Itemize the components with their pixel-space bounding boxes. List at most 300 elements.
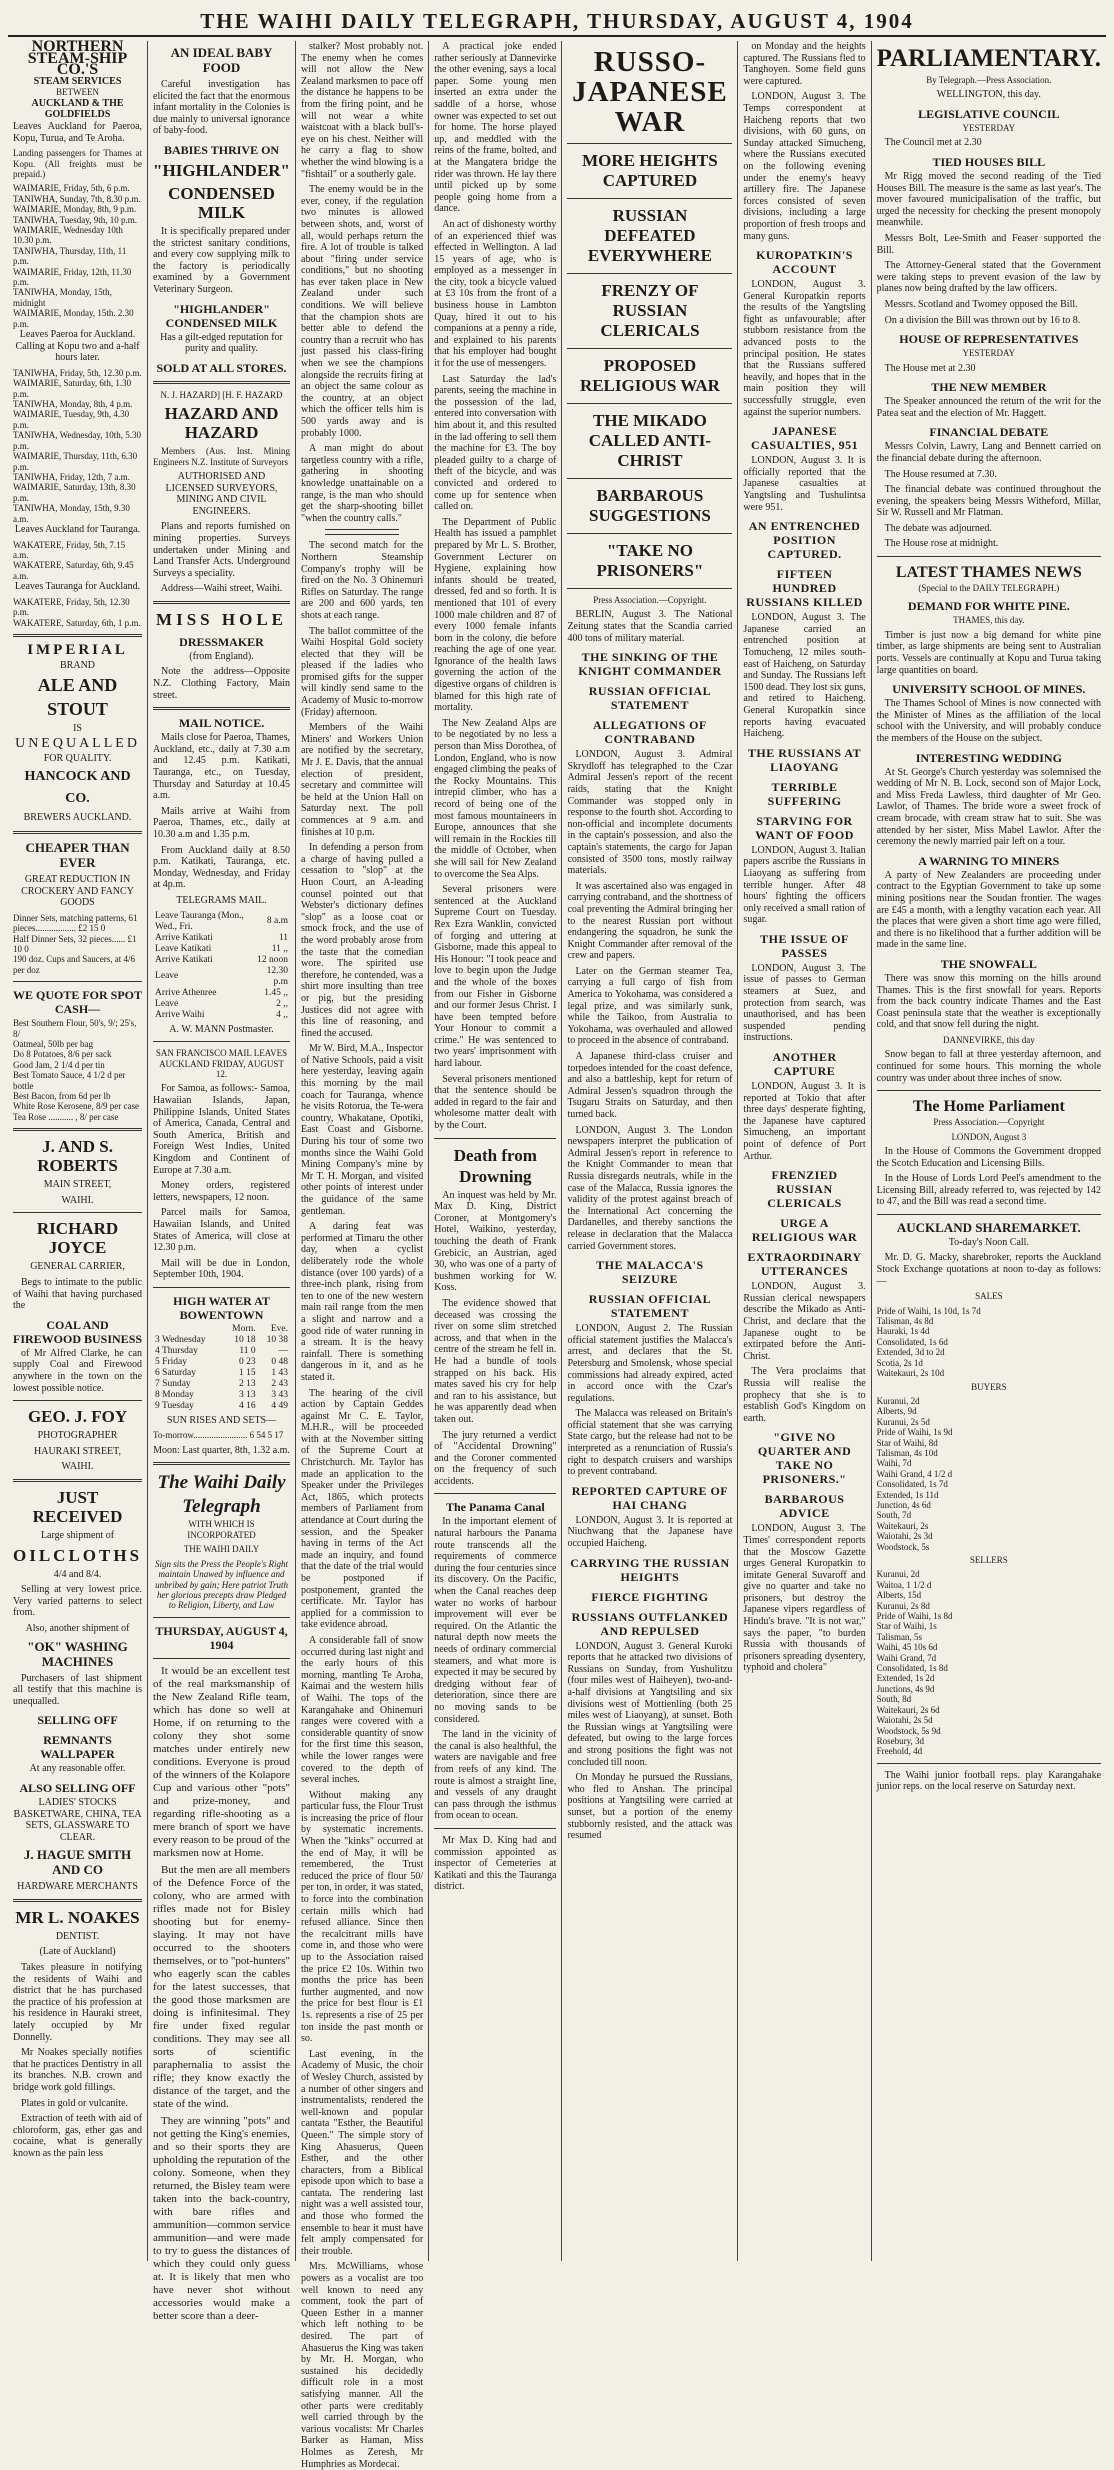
section-heading: ANOTHER CAPTURE: [772, 1050, 837, 1079]
baby-title: AN IDEAL BABY FOOD: [170, 45, 273, 75]
joyce-text-2: of Mr Alfred Clarke, he can supply Coal and Firewood anywhere in the town on the lowest possible notice.: [13, 1347, 143, 1394]
divider: [434, 1138, 556, 1139]
hazard-members: Members (Aus. Inst. Mining Engineers N.Z. Institute of Surveyors: [153, 446, 290, 467]
list-item: Kuranui, 2s 5d: [876, 1416, 930, 1427]
list-item: Kuranui, 2s 8d: [876, 1600, 930, 1611]
section-heading: RUSSIANS OUTFLANKED AND REPULSED: [571, 1609, 729, 1638]
dentist-late: (Late of Auckland): [39, 1946, 116, 1958]
article-paragraph: LONDON, August 3. The London newspapers interpret the publication of Admiral Jessen's report in reference to the Knight Commander to mean that Russia disregards neutrals, while in the case of the Malacca, Russia ignores the validity of the protest against breach of the International Act concerning the Dardanelles, and thereby sanctions the release in declaration that the Malacca carried Government stores.: [567, 1124, 733, 1252]
buyers-heading: BUYERS: [971, 1381, 1007, 1392]
list-item: Talisman, 5s: [876, 1631, 923, 1642]
section-heading: A WARNING TO MINERS: [918, 853, 1060, 868]
jr-text: Selling at very lowest price. Very varied patterns to select from.: [13, 1584, 143, 1619]
section-heading: TIED HOUSES BILL: [932, 155, 1046, 169]
column-3: [296, 41, 429, 2470]
war-headline: BARBAROUS SUGGESTIONS: [588, 486, 711, 525]
dentist-text-3: Plates in gold or vulcanite.: [21, 2097, 128, 2109]
press-association: By Telegraph.—Press Association.: [926, 75, 1052, 85]
article-paragraph: The Department of Public Health has issued a pamphlet prepared by Mr L. S. Brother, Government Lecturer on Hygiene, explaining how infants should be treated, dressed, fed and so forth. It is mentioned that 101 of every 1000 male children and 87 of every 1000 female infants born in the colony, die before reaching the age of one year. Ignorance of the health laws governing the action of the digestive organs of children is blamed for this high rate of mortality.: [434, 516, 557, 714]
article-paragraph: LONDON, August 3. It is reported at Tokio that after three days' desperate fighting, the Japanese have captured Simucheng, an important point of defence of Port Arthur.: [743, 1081, 866, 1162]
column-1-ads: [8, 38, 148, 2261]
table-cell: 0 23: [239, 1356, 256, 1367]
roberts-town: WAIHI.: [61, 1194, 94, 1206]
article-paragraph: LONDON, August 3. Admiral Skrydloff has telegraphed to the Czar Admiral Jessen's report of the recent raids, stating that the Knight Commander was stopped only in response to the fourth shot. According to non-official and incomplete documents in the captain's possession, and also the captain's statements, the cargo for Japan consisted of 3500 tons, mostly railway materials.: [567, 749, 733, 877]
table-row: [153, 999, 290, 1010]
divider: [434, 1828, 556, 1829]
jr-sundry: LADIES' STOCKS BASKETWARE, CHINA, TEA SETS, GLASSWARE TO CLEAR.: [13, 1796, 142, 1843]
baby-text: Careful investigation has elicited the fact that the enormous infant mortality in the Colonies is due mainly to universal ignorance of baby-food.: [153, 79, 290, 137]
sharemarket-sub: To-day's Noon Call.: [948, 1236, 1029, 1248]
article-paragraph: Messrs Bolt, Lee-Smith and Feaser supported the Bill.: [876, 232, 1102, 256]
cash-line: Tea Rose ........... , 8/ per case: [13, 1111, 119, 1122]
table-cell: Leave: [155, 998, 179, 1009]
list-item: Junction, 4s 6d: [876, 1499, 931, 1510]
article-paragraph: Mr Max D. King had and commission appointed as inspector of Cemeteries at Katikati and this the Tauranga district.: [434, 1834, 557, 1893]
article-paragraph: The jury returned a verdict of "Accidental Drowning" and the Coroner commented on the frequency of such accidents.: [434, 1429, 557, 1487]
dentist-text: Takes pleasure in notifying the residents of Waihi and district that he has purchased the practice of his profession at his residence in Hauraki street, lately occupied by Mr Donnelly.: [13, 1962, 143, 2043]
article-paragraph: The Speaker announced the return of the writ for the Patea seat and the election of Mr. Haggett.: [876, 396, 1102, 419]
divider: [567, 533, 732, 534]
list-item: Star of Waihi, 1s: [876, 1621, 937, 1632]
stout-is: IS: [73, 722, 82, 734]
list-item: Waiotahi, 2s 5d: [876, 1715, 933, 1726]
article-paragraph: The House rose at midnight.: [884, 538, 999, 550]
section-heading: FIFTEEN HUNDRED RUSSIANS KILLED: [746, 567, 863, 610]
article-paragraph: LONDON, August 3. The issue of passes to German steamers at Suez, and protection from search, was unauthorised, and has been suspended pending instructions.: [743, 962, 866, 1044]
baby-thrive: BABIES THRIVE ON: [163, 142, 280, 157]
list-item: Freehold, 4d: [876, 1746, 923, 1757]
sharemarket-title: AUCKLAND SHAREMARKET.: [896, 1219, 1081, 1235]
article-paragraph: LONDON, August 3. The Times' correspondent reports that the Moscow Gazette urges General Kuropatkin to imitate General Suvaroff and give no quarter and take no prisoners, but destroy the Japanese vipers regardless of Hindu's brave. "It is not war," says the paper, "to burden Russia with thousands of prisoners spreading dysentery, typhoid and cholera": [743, 1523, 866, 1674]
ship-time: TANIWHA, Wednesday, 10th, 5.30 p.m.: [13, 430, 142, 451]
table-cell: Leave: [155, 971, 179, 982]
article-paragraph: A man might do about targetless country with a rifle, gathering in shooting knowledge unattainable on a range, is the man who should get the sharp-shooting billet "when the country calls.": [301, 443, 424, 524]
ship-time: WAIMARIE, Saturday, 6th, 1.30 p.m.: [13, 378, 132, 399]
article-paragraph: LONDON, August 3. It is reported at Niuchwang that the Japanese have occupied Haicheng.: [567, 1514, 733, 1550]
stout-brewers: BREWERS AUCKLAND.: [23, 811, 132, 823]
list-item: Extended, 3d to 2d: [876, 1347, 945, 1358]
divider: [567, 273, 732, 274]
section-heading: ALLEGATIONS OF CONTRABAND: [593, 718, 707, 747]
ship-time: TANIWHA, Thursday, 11th, 11 p.m.: [13, 245, 127, 267]
section-heading: THE SNOWFALL: [940, 956, 1037, 971]
article-paragraph: The House resumed at 7.30.: [884, 468, 997, 480]
table-cell: Arrive Waihi: [155, 1009, 205, 1020]
section-heading: LEGISLATIVE COUNCIL: [918, 107, 1060, 121]
miss-hole-from: (from England).: [189, 650, 254, 662]
divider: [153, 707, 290, 710]
sf-text-3: Parcel mails for Samoa, Hawaiian Islands, and United States of America, will close at 12.30 p.m.: [153, 1207, 290, 1254]
sf-text-2: Money orders, registered letters, newspapers, 12 noon.: [153, 1180, 290, 1203]
ship-return: Leaves Paeroa for Auckland. Calling at Kopu two and a-half hours later.: [15, 329, 140, 364]
article-paragraph: The New Zealand Alps are to be negotiated by no less a person than Miss Dorothea, of London, England, who is now engaged climbing the peaks of the Rocky Mountains. This intrepid climber, who has a record of being one of the most famous mountaineers in Europe, announces that she will remain in the Rockies till the middle of October, when she will sail for New Zealand to overcome the Sea Alps.: [434, 717, 557, 880]
table-cell: 10 38: [266, 1334, 288, 1345]
article-paragraph: LONDON, August 3. The Japanese carried an entrenched position at Tomucheng, 12 miles south-east of Haicheng, on Saturday and Sunday. The Russians left 1500 dead. They lost six guns, and retired to Haicheng. General Kuropatkin since reports having evacuated Haicheng.: [743, 612, 866, 740]
ship-times-2: [13, 368, 142, 524]
list-item: South, 8d: [876, 1694, 912, 1705]
columns: [8, 38, 1106, 2470]
table-cell: 8 Monday: [155, 1389, 194, 1400]
stout-hancock: HANCOCK AND CO.: [24, 768, 131, 806]
war-headline: "TAKE NO PRISONERS": [596, 541, 704, 580]
article-paragraph: LONDON, August 3. The Temps correspondent at Haicheng reports that two divisions, with 60 guns, on Sunday attacked Simucheng, where the Russians executed on the following evening under the enemy's heavy artillery fire. The Japanese forces consisted of seven divisions, including a large proportion of fresh troops and many guns.: [743, 91, 866, 242]
divider: [877, 1214, 1101, 1215]
list-item: Waihi Grand, 4 1/2 d: [876, 1468, 953, 1479]
hazard-text: AUTHORISED AND LICENSED SURVEYORS, MINING AND CIVIL ENGINEERS.: [165, 470, 278, 517]
cheap-sub: GREAT REDUCTION IN CROCKERY AND FANCY GOODS: [21, 873, 134, 909]
section-heading: INTERESTING WEDDING: [915, 750, 1062, 765]
dateline: YESTERDAY: [962, 123, 1016, 133]
cash-line: Best Southern Flour, 50's, 9/; 25's, 8/: [13, 1018, 137, 1039]
section-heading: BARBAROUS ADVICE: [764, 1492, 845, 1521]
dateline: LONDON, August 3: [951, 1131, 1027, 1142]
table-row: [153, 1357, 290, 1368]
miss-hole-addr: Note the address—Opposite N.Z. Clothing Factory, Main street.: [153, 666, 290, 701]
jr-sell-2: ALSO SELLING OFF: [19, 1780, 136, 1795]
jr-sub: Large shipment of: [40, 1529, 115, 1541]
article-paragraph: A considerable fall of snow occurred during last night and the early hours of this morning, mantling Te Aroha, Kaimai and the western hills of Waihi. The tops of the Karangahake and Ohinemuri ranges were covered with a considerable quantity of snow for the first time this season, while the lower ranges were covered to the depth of several inches.: [301, 1634, 424, 1786]
hazard-heads: N. J. HAZARD] [H. F. HAZARD: [160, 389, 283, 400]
foy-trade: PHOTOGRAPHER: [37, 1430, 118, 1442]
miss-hole-title: MISS HOLE: [156, 609, 287, 629]
ship-time: WAKATERE, Saturday, 6th, 1 p.m.: [13, 617, 141, 628]
table-cell: 2 43: [271, 1378, 288, 1389]
list-item: Waitekauri, 2s: [876, 1520, 929, 1531]
dentist-trade: DENTIST.: [55, 1930, 100, 1942]
section-heading: RUSSIAN OFFICIAL STATEMENT: [588, 1292, 712, 1321]
cash-line: White Rose Kerosene, 8/9 per case: [13, 1101, 139, 1112]
tide-title: HIGH WATER AT BOWENTOWN: [173, 1293, 270, 1322]
war-headline: MORE HEIGHTS CAPTURED: [582, 151, 718, 190]
sf-text-4: Mail will be due in London, September 10th, 1904.: [153, 1257, 290, 1281]
article-paragraph: stalker? Most probably not. The enemy when he comes will not allow the New Zealand marksmen to pace off the distance he happens to be from the firing point, and he will not wear a white waistcoat with a black bull's-eye on his chest. Neither will he carry a flag to show whether the wind blowing is a "fishtail" or a southerly gale.: [301, 41, 424, 180]
table-cell: 5 Friday: [155, 1356, 187, 1367]
divider: [567, 478, 732, 479]
article-paragraph: The House met at 2.30: [884, 362, 976, 374]
jr-text-3: At any reasonable offer.: [29, 1763, 126, 1775]
foy-street: HAURAKI STREET,: [34, 1445, 122, 1457]
list-item: Waiotahi, 2s 3d: [876, 1531, 933, 1542]
hague-trade: HARDWARE MERCHANTS: [17, 1881, 138, 1893]
ship-time: TANIWHA, Friday, 5th, 12.30 p.m.: [13, 367, 142, 378]
ship-time: TANIWHA, Monday, 15th, midnight: [13, 287, 112, 308]
list-item: Waihi Grand, 7d: [876, 1652, 937, 1663]
stout-imperial: IMPERIAL: [27, 641, 128, 658]
list-item: Hauraki, 1s 4d: [876, 1326, 930, 1337]
article-paragraph: The evidence showed that deceased was crossing the river on some slim stretched across, and that when in the centre of the stream he fell in. He had a bundle of tools strapped on his back. His mates saved his cry for help and ran to his assistance, but he was apparently dead when taken out.: [434, 1297, 557, 1425]
table-cell: 11 ,,: [271, 943, 288, 954]
stout-brand: BRAND: [60, 659, 96, 671]
list-item: Consolidated, 1s 8d: [876, 1663, 948, 1674]
divider: [13, 831, 142, 834]
divider: [567, 348, 732, 349]
ship-times-3: [13, 540, 142, 582]
article-paragraph: Mr Rigg moved the second reading of the Tied Houses Bill. The measure is the same as last year's. The mover favoured municipalisation of the traffic, but urged the necessity for checking the present monopoly meanwhile.: [876, 171, 1102, 229]
divider: [434, 1493, 556, 1494]
table-row: [153, 1335, 290, 1346]
editorial-p3: They are winning "pots" and not getting the King's enemies, and so their sports they are upholding the reputation of the colony. Someone, when they returned, the Bisley team were taken into the back-country, with bare rifles and ammunition—common service ammunition—and were made to try to guess the distances of which they could only guess at. It is likely that men who have never shot without accessories would make a better score than a deer-: [153, 2114, 290, 2322]
article-paragraph: A practical joke ended rather seriously at Dannevirke the other evening, says a local paper. Some young men inserted an extra under the saddle of a horse, whose owner was expected to set out for home. The horse played up, and meddled with the reins of the frame, bolted, and at the Mangatera bridge the rider was thrown. He lay there until picked up by some people going home from a dance.: [434, 41, 557, 215]
table-cell: 12.30 p.m: [266, 965, 288, 987]
article-paragraph: The Waihi junior football reps. play Karangahake junior reps. on the local reserve on Saturday next.: [876, 1769, 1102, 1793]
dentist-text-2: Mr Noakes specially notifies that he practices Dentistry in all its branches. N.B. crown and bridge work gold fillings.: [13, 2047, 143, 2093]
ship-tauranga-2: Leaves Tauranga for Auckland.: [14, 581, 141, 593]
table-row: [153, 944, 290, 955]
article-paragraph: Messrs. Scotland and Twomey opposed the Bill.: [884, 298, 1078, 310]
ship-time: TANIWHA, Monday, 8th, 4 p.m.: [13, 399, 133, 410]
mail-text: Mails close for Paeroa, Thames, Auckland, etc., daily at 7.30 a.m and 12.45 p.m. Katikati, Tauranga, etc., on Tuesday, Thursday and Saturday at 10.45 a.m.: [153, 732, 290, 802]
sun-text: To-morrow........................ 6 54 5 17: [153, 1430, 284, 1441]
article-paragraph: Snow began to fall at three yesterday afternoon, and continued for some hours. This morning the whole country was under about three inches of snow.: [876, 1049, 1102, 1084]
dateline: THAMES, this day.: [953, 615, 1025, 626]
section-heading: DEMAND FOR WHITE PINE.: [907, 599, 1070, 614]
jr-text-2: Purchasers of last shipment all testify that this machine is unequalled.: [13, 1672, 143, 1707]
table-cell: 3 43: [271, 1389, 288, 1400]
jr-also: Also, another shipment of: [25, 1622, 130, 1634]
article-paragraph: LONDON, August 2. The Russian official statement justifies the Malacca's arrest, and declares that the St. Petersburg and Smolensk, whose special commissions had already expired, acted in accord once with the Czar's regulations.: [567, 1323, 733, 1404]
baby-text-2: It is specifically prepared under the strictest sanitary conditions, and every cow supplying milk to the factory is periodically examined by a Government Veterinary Surgeon.: [153, 225, 290, 295]
list-item: Pride of Waihi, 1s 9d: [876, 1427, 953, 1438]
table-cell: 12 noon: [257, 954, 288, 965]
table-row: [153, 1379, 290, 1390]
ship-time: WAKATERE, Saturday, 6th, 9.45 a.m.: [13, 560, 134, 581]
article-paragraph: A party of New Zealanders are proceeding under contract to the Egyptian Government to take up some mining positions near the Soudan frontier. The wages are £45 a month, with a lengthy vacation each year. All the places that were given a short time ago were filled, and there is no likelihood that a further addition will be made in the same line.: [876, 869, 1102, 951]
list-item: Scotia, 2s 1d: [876, 1357, 923, 1368]
sellers-heading: SELLERS: [969, 1555, 1008, 1565]
list-item: Consolidated, 1s 6d: [876, 1336, 948, 1347]
stout-quality: FOR QUALITY.: [43, 752, 112, 764]
table-cell: 1 43: [271, 1367, 288, 1378]
article-paragraph: LONDON, August 3. General Kuroki reports that he attacked two divisions of Russians on Sunday, from Yushulitzu (four miles west of Haiheyen), two-and-a-half divisions at Yangtsiling and six divisions west of Mottienling (both 25 miles west of Liaoyang), at sunset. Both the Russian wings at Yangtsiling were defeated, but owing to the large forces and strong positions the fight was not concluded till noon.: [567, 1640, 733, 1768]
joyce-business: COAL AND FIREWOOD BUSINESS: [13, 1317, 143, 1346]
list-item: Waihi, 7d: [876, 1458, 912, 1469]
ship-time: TANIWHA, Friday, 12th, 7 a.m.: [13, 471, 130, 482]
paper-motto: Sign sits the Press the People's Right maintain Unawed by influence and unbribed by gain; Here patriot Truth her glorious precepts draw Pledged to Religion, Liberty, and Law: [154, 1558, 289, 1611]
table-row: [153, 966, 290, 988]
divider: [153, 1041, 290, 1042]
ship-route: AUCKLAND & THE GOLDFIELDS: [31, 97, 124, 121]
divider: [567, 198, 732, 199]
sf-title: SAN FRANCISCO MAIL LEAVES AUCKLAND FRIDAY, AUGUST 12.: [155, 1048, 288, 1079]
miss-hole-trade: DRESSMAKER: [179, 634, 264, 649]
ship-time: WAIMARIE, Thursday, 11th, 6.30 p.m.: [13, 451, 138, 472]
article-paragraph: Timber is just now a big demand for white pine timber, as large shipments are being sent to Australian ports. Vessels are continually at Kopu and Turua taking large quantities on board.: [876, 629, 1102, 676]
divider: [877, 556, 1101, 557]
stout-ale: ALE AND STOUT: [37, 674, 118, 719]
list-item: Kuranui, 2d: [876, 1395, 920, 1406]
article-paragraph: Last Saturday the lad's parents, seeing the machine in the possession of the lad, entered into conversation with him about it, and this resulted in the lad offering to sell them the machine for £3. The boy pleaded guilty to a charge of theft of the bicycle, and was convicted and ordered to come up for sentence when called on.: [434, 373, 557, 513]
list-item: Pride of Waihi, 1s 10d, 1s 7d: [876, 1305, 981, 1316]
ship-time: WAIMARIE, Tuesday, 9th, 4.30 p.m.: [13, 409, 130, 430]
section-heading: HOUSE OF REPRESENTATIVES: [899, 332, 1079, 347]
article-paragraph: Last evening, in the Academy of Music, the choir of Wesley Church, assisted by a number of other singers and instrumentalists, rendered the well-known and popular cantata "Esther, the Beautiful Queen." The simple story of King Ahasuerus, Queen Esther, and the other characters, from a Biblical episode upon which to base a cantata. The rendering last night was a well assisted tour, and those who formed the ensemble to hear it must have felt amply compensated for their trouble.: [301, 2048, 424, 2257]
table-cell: Eve.: [270, 1323, 288, 1334]
section-heading: FIERCE FIGHTING: [591, 1589, 709, 1604]
table-cell: Arrive Katikati: [155, 954, 213, 965]
table-cell: Leave Tauranga (Mon., Wed., Fri.: [155, 910, 244, 932]
article-paragraph: Without making any particular fuss, the Flour Trust is increasing the price of flour by systematic increments. When the "kinks" occurred at the end of May, it will be remembered, the Trust reduced the price of flour 50/ per ton, in order, it was stated, to force into the combination certain mills which had refused alliance. Since then the recalcitrant mills have come in, and those who were up to the Association raised the price £2 10s. Within two months the price has been further augmented, and now the price for best flour is £1 1s. represents a rise of 25 per ton inside the past month or so.: [301, 1789, 424, 2045]
newspaper-page: [8, 6, 1106, 2470]
divider: [13, 634, 142, 637]
cash-line: Good Jam, 2 1/4 d per tin: [13, 1059, 105, 1070]
baby-brand-2: "HIGHLANDER" CONDENSED MILK: [165, 301, 278, 330]
dateline: WELLINGTON, this day.: [936, 89, 1041, 101]
divider: [153, 1287, 290, 1288]
divider: [13, 1212, 142, 1213]
section-heading: "GIVE NO QUARTER AND TAKE NO PRISONERS.": [757, 1430, 852, 1487]
section-heading: CARRYING THE RUSSIAN HEIGHTS: [570, 1555, 730, 1584]
article-paragraph: In the House of Commons the Government dropped the Scotch Education and Licensing Bills.: [876, 1145, 1102, 1169]
baby-milk: CONDENSED MILK: [168, 183, 275, 222]
article-paragraph: LONDON, August 3. It is officially reported that the Japanese casualties at Yangtsling and Tushulintsa were 951.: [743, 455, 866, 513]
column-7-parliament: [872, 41, 1106, 2261]
article-paragraph: The land in the vicinity of the canal is also healthful, the waters are navigable and free from reefs of any kind. The route is almost a straight line, and vessels of any draught can pass through the isthmus from ocean to ocean.: [434, 1729, 557, 1822]
joyce-trade: GENERAL CARRIER,: [30, 1261, 125, 1273]
article-paragraph: The Council met at 2.30: [884, 137, 982, 149]
table-row: [153, 933, 290, 944]
section-heading: AN ENTRENCHED POSITION CAPTURED.: [748, 519, 861, 562]
section-heading: EXTRAORDINARY UTTERANCES: [747, 1250, 862, 1279]
buyers-list: [877, 1396, 1101, 1552]
mail-table: [153, 911, 290, 1021]
section-heading: RUSSIAN OFFICIAL STATEMENT: [588, 684, 712, 713]
divider: [567, 588, 732, 589]
section-heading: STARVING FOR WANT OF FOOD: [755, 813, 854, 842]
list-item: Waitoa, 1 1/2 d: [876, 1579, 932, 1590]
article-paragraph: The debate was adjourned.: [884, 522, 992, 534]
article-paragraph: The second match for the Northern Steamship Company's trophy will be fired on the No. 3 Ohinemuri Rifles on Saturday. The range are 200 and 600 yards, ten shots at each range.: [301, 540, 424, 621]
article-paragraph: The Attorney-General stated that the Government were taking steps to prevent evasion of the law by planes now being drafted by the law officers.: [876, 260, 1102, 295]
article-paragraph: The Vera proclaims that Russia will realise the prophecy that she is to establish God's Kingdom on earth.: [743, 1366, 866, 1424]
section-heading: UNIVERSITY SCHOOL OF MINES.: [892, 682, 1086, 697]
divider: [13, 1479, 142, 1482]
divider: [13, 1128, 142, 1131]
roberts-title: J. AND S. ROBERTS: [37, 1137, 118, 1176]
table-cell: 7 Sunday: [155, 1378, 191, 1389]
table-row: [153, 1401, 290, 1412]
ship-ad: [13, 38, 142, 121]
table-cell: 11: [278, 932, 288, 943]
table-row: [153, 1324, 290, 1335]
column-4: [429, 41, 562, 2261]
table-cell: 4 16: [239, 1400, 256, 1411]
article-paragraph: The financial debate was continued throughout the evening, the speakers being Messrs Witheford, Millar, Sir W. Russell and Mr Flatman.: [876, 484, 1102, 519]
table-cell: 10 18: [234, 1334, 256, 1345]
joyce-text: Begs to intimate to the public of Waihi that having purchased the: [13, 1277, 143, 1312]
mail-sign: A. W. MANN Postmaster.: [169, 1023, 274, 1035]
article-paragraph: LONDON, August 3. Russian clerical newspapers describe the Mikado as Anti-Christ, and declare that the Japanese ought to be extirpated before the Anti-Christ.: [743, 1281, 866, 1362]
dentist-title: MR L. NOAKES: [15, 1907, 140, 1927]
ship-time: TANIWHA, Monday, 15th, 9.30 a.m.: [13, 503, 130, 524]
panama-title: The Panama Canal: [445, 1500, 545, 1515]
section-heading: THE MALACCA'S SEIZURE: [596, 1258, 704, 1287]
divider: [13, 1899, 142, 1902]
foy-title: GEO. J. FOY: [27, 1407, 128, 1427]
article-paragraph: The hearing of the civil action by Captain Geddes against Mr C. E. Taylor, M.H.R., will be proceeded with at the November sitting of the Supreme Court at Christchurch. Mr. Taylor has made an application to the Speaker under the Privileges Act, 1865, which protects members of Parliament from attendance at Court during the session, and the Speaker having in terms of the Act made an inquiry, and found that the date of the trial would be postponed if postponement, granted the certificate. Mr. Taylor has applied for a commission to take evidence abroad.: [301, 1387, 424, 1631]
cheap-title: CHEAPER THAN EVER: [25, 839, 130, 870]
article-paragraph: In the House of Lords Lord Peel's amendment to the Licensing Bill, already referred to, was rejected by 142 to 47, and the Bill was read a second time.: [876, 1173, 1102, 1208]
divider: [153, 1617, 290, 1618]
article-paragraph: In the important element of natural harbours the Panama route transcends all the requirements of commerce during the four centuries since its discovery. On the Pacific, when the Canal reaches deep water no works of harbour improvement will ever be required. On the Atlantic the natural depth now meets the needs of ordinary commercial steamers, and what more is expected it may be secured by dredging without fear of deterioration, since there are no moving sands to be considered.: [434, 1516, 557, 1725]
home-parliament-title: The Home Parliament: [912, 1098, 1065, 1116]
list-item: Extended, 1s 2d: [876, 1673, 935, 1684]
article-paragraph: Mrs. McWilliams, whose powers as a vocalist are too well known to need any comment, took the part of Queen Esther in a manner which left nothing to be desired. The part of Ahasuerus the King was taken by Mr. H. Morgan, who sustained his decidedly difficult role in a most satisfying manner. All the other parts were creditably well carried through by the various vocalists: Mr Charles Barker as Haman, Miss Holmes as Zeresh, Mr Humphries as Mordecai.: [301, 2261, 424, 2470]
article-paragraph: LONDON, August 3. Italian papers ascribe the Russians in Liaoyang as suffering from terrible hunger. After 48 hours' fighting the officers only received a small ration of sugar.: [743, 844, 866, 926]
list-item: Waitekauri, 2s 10d: [876, 1368, 945, 1379]
sellers-list: [877, 1569, 1101, 1756]
sales-heading: SALES: [975, 1291, 1003, 1302]
paper-incorporated-2: THE WAIHI DAILY: [183, 1544, 260, 1555]
list-item: Consolidated, 1s 7d: [876, 1479, 948, 1490]
section-heading: KUROPATKIN'S ACCOUNT: [756, 248, 853, 277]
list-item: Talisman, 4s 10d: [876, 1447, 938, 1458]
table-cell: Leave Katikati: [155, 943, 212, 954]
cash-line: Best Bacon, from 6d per lb: [13, 1091, 111, 1102]
table-row: [153, 1346, 290, 1357]
list-item: Waihi, 45 10s 6d: [876, 1642, 938, 1653]
cheap-line: Half Dinner Sets, 32 pieces...... £1 10 0: [13, 933, 137, 954]
table-row: [153, 1010, 290, 1021]
war-headline: FRENZY OF RUSSIAN CLERICALS: [600, 281, 700, 340]
article-paragraph: Messrs Colvin, Lawry, Lang and Bennett carried on the financial debate during the afternoon.: [876, 441, 1102, 464]
joyce-title: RICHARD JOYCE: [36, 1219, 119, 1258]
article-paragraph: On Monday he pursued the Russians, who fled to Anshan. The principal positions at Yangtsiling were carried at sunset, but a portion of the enemy stubbornly resisted, and the attack was resumed: [567, 1772, 733, 1842]
ship-time: TANIWHA, Sunday, 7th, 8.30 p.m.: [13, 193, 141, 204]
press-association: Press Association.—Copyright.: [593, 595, 707, 605]
divider: [567, 143, 732, 144]
editorial-p1: It would be an excellent test of the real marksmanship of the New Zealand Rifle team, which has done so well at Home, if on returning to the colony they shot some matches under entirely new conditions. Everyone is proud of the winners of the Kolapore Cup and various other "pots" and prize-money, and regarding rifle-shooting as a mere branch of sport we have every reason to be proud of the marksmen now at Home.: [153, 1664, 290, 1859]
section-heading: REPORTED CAPTURE OF HAI CHANG: [571, 1483, 729, 1512]
list-item: Pride of Waihi, 1s 8d: [876, 1611, 953, 1622]
parliamentary-title: PARLIAMENTARY.: [876, 45, 1102, 72]
article-paragraph: The Thames School of Mines is now connected with the Minister of Mines as the affiliation of the local school with the University, and will probably conduce the members of the House on the subject.: [876, 698, 1102, 745]
moon-phase: Moon: Last quarter, 8th, 1.32 a.m.: [153, 1444, 290, 1456]
article-paragraph: Later on the German steamer Tea, carrying a full cargo of fish from America to Yokohama, was considered a legal prize, and was similarly sunk, while the Taikoo, from Australia to Yokohama, was overhauled and allowed to proceed in the absence of contraband.: [567, 965, 733, 1047]
ship-landing: Landing passengers for Thames at Kopu. (All freights must be prepaid.): [13, 148, 143, 179]
table-cell: Arrive Athenree: [155, 987, 217, 998]
ship-time: WAIMARIE, Wednesday 10th 10.30 p.m.: [13, 225, 123, 246]
ship-leave: Leaves Auckland for Paeroa, Kopu, Turua, and Te Aroha.: [13, 120, 143, 144]
thames-sub: (Special to the DAILY TELEGRAPH.): [918, 583, 1060, 594]
roberts-street: MAIN STREET,: [43, 1179, 112, 1191]
ship-tauranga: Leaves Auckland for Tauranga.: [14, 523, 141, 535]
article-paragraph: A Japanese third-class cruiser and torpedoes intended for the coast defence, and also a battleship, kept for return of Admiral Jessen's squadron through the Tsugaru Straits on Saturday, and then turned back.: [567, 1051, 733, 1120]
just-received-title: JUST RECEIVED: [32, 1487, 123, 1526]
cheap-line: Dinner Sets, matching patterns, 61 pieces.................. £2 15 0: [13, 912, 138, 934]
table-row: [153, 911, 290, 933]
ship-time: WAIMARIE, Friday, 5th, 6 p.m.: [13, 183, 130, 194]
divider: [567, 403, 732, 404]
section-heading: THE ISSUE OF PASSES: [760, 931, 849, 960]
table-cell: 3 13: [239, 1389, 256, 1400]
article-paragraph: On a division the Bill was thrown out by 16 to 8.: [884, 314, 1081, 326]
table-cell: 11 0: [239, 1345, 256, 1356]
table-cell: 2 13: [239, 1378, 256, 1389]
jr-machine: "OK" WASHING MACHINES: [27, 1638, 128, 1669]
masthead: THE WAIHI DAILY TELEGRAPH, THURSDAY, AUGUST 4, 1904: [8, 6, 1106, 37]
table-cell: Arrive Katikati: [155, 932, 213, 943]
divider: [153, 381, 290, 384]
list-item: Waitekauri, 2s 6d: [876, 1704, 940, 1715]
table-cell: 9 Tuesday: [155, 1400, 194, 1411]
dateline: DANNEVIRKE, this day: [942, 1034, 1035, 1045]
paper-date: THURSDAY, AUGUST 4, 1904: [155, 1623, 288, 1652]
ship-between: BETWEEN: [56, 87, 100, 98]
list-item: Kuranui, 2d: [876, 1569, 920, 1580]
article-paragraph: BERLIN, August 3. The National Zeitung states that the Scandia carried 400 tons of military material.: [567, 609, 733, 644]
list-item: Talisman, 4s 8d: [876, 1316, 934, 1327]
table-cell: 4 ,,: [276, 1009, 288, 1020]
